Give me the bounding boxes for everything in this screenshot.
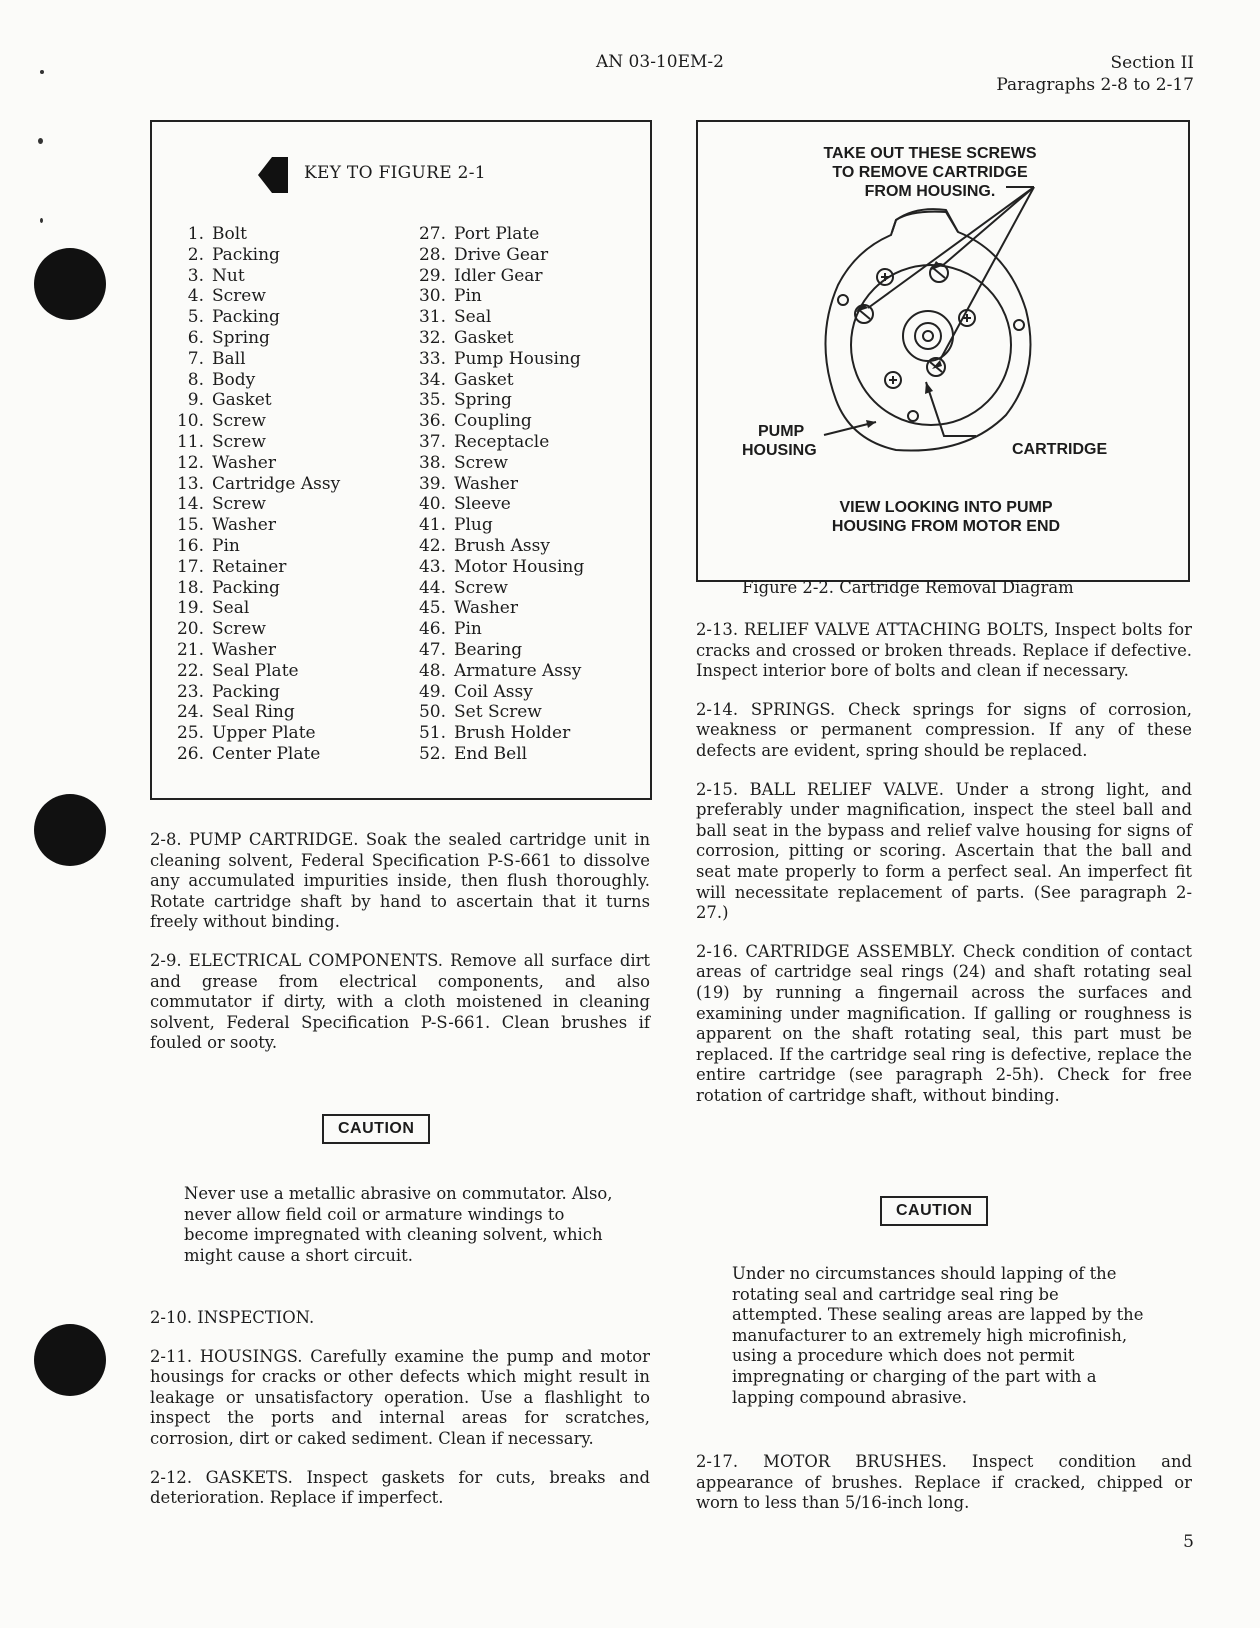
key-item-number: 13. bbox=[176, 473, 204, 494]
left-column-lower bbox=[150, 1308, 650, 1527]
key-item-label: Gasket bbox=[212, 390, 272, 411]
key-item-number: 35. bbox=[418, 390, 446, 411]
key-item bbox=[408, 515, 584, 536]
paragraph-2-11: 2-11. HOUSINGS. Carefully examine the pump and motor housings for cracks or other defects which might result in leakage or unsatisfactory operation. Use a flashlight to inspect the ports and internal areas for scratches, corrosion, dirt or caked sediment. Clean if necessary. bbox=[150, 1346, 650, 1448]
key-item-label: Gasket bbox=[454, 369, 514, 390]
key-item-label: Screw bbox=[212, 619, 266, 640]
key-item-label: Washer bbox=[212, 639, 276, 660]
paragraph-2-9: 2-9. ELECTRICAL COMPONENTS. Remove all surface dirt and grease from electrical components, and also commutator if dirty, with a cloth moistened in cleaning solvent, Federal Specification P-S-661. Clean brushes if fouled or sooty. bbox=[150, 950, 650, 1053]
caution-text-left: Never use a metallic abrasive on commutator. Also, never allow field coil or armature windings to become impregnated with cleaning solvent, which might cause a short circuit. bbox=[184, 1184, 613, 1265]
key-item-number: 51. bbox=[418, 723, 446, 744]
key-item bbox=[408, 349, 584, 370]
key-item-number: 25. bbox=[176, 723, 204, 744]
binder-hole bbox=[34, 248, 106, 320]
key-item-number: 16. bbox=[176, 535, 204, 556]
key-item-number: 15. bbox=[176, 515, 204, 536]
figure-label-line: TO REMOVE CARTRIDGE bbox=[832, 164, 1028, 181]
key-title: KEY TO FIGURE 2-1 bbox=[304, 163, 486, 183]
key-item-label: Pin bbox=[212, 535, 240, 556]
key-item-number: 42. bbox=[418, 535, 446, 556]
key-item-number: 10. bbox=[176, 411, 204, 432]
key-item-label: Brush Assy bbox=[454, 535, 550, 556]
key-item-number: 52. bbox=[418, 743, 446, 764]
key-item bbox=[166, 494, 340, 515]
key-item bbox=[408, 661, 584, 682]
paragraph-2-10: 2-10. INSPECTION. bbox=[150, 1308, 315, 1327]
key-item bbox=[166, 370, 340, 391]
key-item-number: 6. bbox=[187, 327, 204, 348]
key-item-number: 45. bbox=[418, 598, 446, 619]
key-item-number: 26. bbox=[176, 743, 204, 764]
key-item-label: Armature Assy bbox=[454, 660, 582, 681]
key-item-number: 36. bbox=[418, 411, 446, 432]
key-item-label: Spring bbox=[454, 390, 512, 411]
key-item bbox=[166, 474, 340, 495]
key-item bbox=[408, 702, 584, 723]
key-item-label: Idler Gear bbox=[454, 265, 543, 286]
key-item-number: 4. bbox=[187, 286, 204, 307]
key-item-number: 18. bbox=[176, 577, 204, 598]
right-column bbox=[696, 620, 1192, 1124]
key-item bbox=[166, 702, 340, 723]
key-item-number: 40. bbox=[418, 494, 446, 515]
paragraph-2-13: 2-13. RELIEF VALVE ATTACHING BOLTS, Inspect bolts for cracks and crossed or broken threads. Replace if defective. Inspect interior bore of bolts and clean if necessary. bbox=[696, 620, 1192, 681]
left-column bbox=[150, 830, 650, 1072]
speck bbox=[40, 218, 43, 223]
key-item-label: Pin bbox=[454, 619, 482, 640]
caution-label-left: CAUTION bbox=[322, 1114, 430, 1144]
key-item-number: 41. bbox=[418, 515, 446, 536]
key-item-label: Cartridge Assy bbox=[212, 473, 341, 494]
key-item bbox=[166, 390, 340, 411]
key-item bbox=[408, 286, 584, 307]
key-item-label: Ball bbox=[212, 348, 246, 369]
paragraph-2-14: 2-14. SPRINGS. Check springs for signs of corrosion, weakness or permanent compression. If any of these defects are evident, spring should be replaced. bbox=[696, 699, 1192, 760]
key-item bbox=[408, 307, 584, 328]
key-item bbox=[408, 411, 584, 432]
key-item bbox=[166, 557, 340, 578]
key-item bbox=[408, 494, 584, 515]
figure-label-line: HOUSING FROM MOTOR END bbox=[831, 518, 1061, 535]
key-item-number: 9. bbox=[187, 390, 204, 411]
key-item bbox=[408, 432, 584, 453]
key-item-label: Spring bbox=[212, 327, 270, 348]
key-item-number: 32. bbox=[418, 327, 446, 348]
key-item-number: 48. bbox=[418, 660, 446, 681]
key-item bbox=[166, 682, 340, 703]
key-item bbox=[166, 536, 340, 557]
key-item-number: 21. bbox=[176, 639, 204, 660]
key-item-label: Port Plate bbox=[454, 224, 540, 244]
key-item bbox=[408, 245, 584, 266]
key-item bbox=[166, 661, 340, 682]
key-item-label: Screw bbox=[212, 431, 266, 452]
key-item-label: Retainer bbox=[212, 556, 287, 577]
key-item-label: Body bbox=[212, 369, 256, 390]
key-item bbox=[408, 474, 584, 495]
key-item-label: Pump Housing bbox=[454, 348, 581, 369]
figure-label-line: FROM HOUSING. bbox=[864, 183, 996, 200]
figure-label-line: HOUSING bbox=[742, 442, 817, 459]
label-pump-housing bbox=[742, 422, 817, 460]
key-item-label: Coil Assy bbox=[454, 681, 533, 702]
key-item-number: 8. bbox=[187, 369, 204, 390]
key-item-number: 22. bbox=[176, 660, 204, 681]
paragraph-2-12: 2-12. GASKETS. Inspect gaskets for cuts, breaks and deterioration. Replace if imperfect. bbox=[150, 1467, 650, 1508]
key-item-label: Sleeve bbox=[454, 494, 511, 515]
paragraph-2-8: 2-8. PUMP CARTRIDGE. Soak the sealed cartridge unit in cleaning solvent, Federal Specification P-S-661 to dissolve any accumulated impurities inside, then flush thoroughly. Rotate cartridge shaft by hand to ascertain that it turns freely without binding. bbox=[150, 830, 650, 932]
key-item bbox=[408, 536, 584, 557]
key-item bbox=[408, 598, 584, 619]
key-item bbox=[408, 682, 584, 703]
key-item-label: Coupling bbox=[454, 411, 532, 432]
key-item-number: 28. bbox=[418, 244, 446, 265]
key-item bbox=[166, 328, 340, 349]
key-item bbox=[166, 744, 340, 765]
key-item-label: Upper Plate bbox=[212, 723, 316, 744]
caution-label-right: CAUTION bbox=[880, 1196, 988, 1226]
key-item bbox=[408, 390, 584, 411]
caution-text-right: Under no circumstances should lapping of the rotating seal and cartridge seal ring be attempted. These sealing areas are lapped by the manufacturer to an extremely high microfinish, using a procedure which does not permit impregnating or charging of the part with a lapping compound abrasive. bbox=[732, 1264, 1144, 1407]
figure-caption: Figure 2-2. Cartridge Removal Diagram bbox=[742, 578, 1074, 597]
key-item-number: 47. bbox=[418, 639, 446, 660]
paragraph-range: Paragraphs 2-8 to 2-17 bbox=[996, 75, 1194, 95]
key-item-number: 7. bbox=[187, 348, 204, 369]
key-item-label: Packing bbox=[212, 681, 280, 702]
page-number: 5 bbox=[1183, 1532, 1194, 1552]
label-cartridge: CARTRIDGE bbox=[1012, 441, 1108, 458]
key-item-number: 3. bbox=[187, 265, 204, 286]
key-item-label: Nut bbox=[212, 265, 245, 286]
paragraph-2-16: 2-16. CARTRIDGE ASSEMBLY. Check condition of contact areas of cartridge seal rings (24) and shaft rotating seal (19) by running a fingernail across the surfaces and examining under magnification. If galling or roughness is apparent on the shaft rotating seal, this part must be replaced. If the cartridge seal ring is defective, replace the entire cartridge (see paragraph 2-5h). Check for free rotation of cartridge shaft, without binding. bbox=[696, 941, 1192, 1105]
key-item bbox=[166, 349, 340, 370]
key-item-label: Center Plate bbox=[212, 743, 321, 764]
key-item-number: 5. bbox=[187, 307, 204, 328]
key-item-label: Screw bbox=[454, 577, 508, 598]
key-item-label: Washer bbox=[454, 598, 518, 619]
key-item-label: Screw bbox=[212, 494, 266, 515]
key-item-label: Bolt bbox=[212, 224, 247, 244]
figure-label-line: VIEW LOOKING INTO PUMP bbox=[839, 499, 1053, 516]
key-item-number: 37. bbox=[418, 431, 446, 452]
key-item bbox=[166, 411, 340, 432]
key-item-number: 17. bbox=[176, 556, 204, 577]
key-item-label: Seal bbox=[212, 598, 250, 619]
key-item bbox=[408, 578, 584, 599]
right-column-lower bbox=[696, 1452, 1192, 1532]
key-item-number: 38. bbox=[418, 452, 446, 473]
key-item bbox=[408, 453, 584, 474]
key-item bbox=[166, 432, 340, 453]
key-item-number: 23. bbox=[176, 681, 204, 702]
key-item-label: Drive Gear bbox=[454, 244, 549, 265]
key-item bbox=[408, 640, 584, 661]
figure-label-line: PUMP bbox=[758, 423, 805, 440]
key-item bbox=[166, 619, 340, 640]
key-item-label: Packing bbox=[212, 577, 280, 598]
key-list-left bbox=[166, 224, 340, 765]
key-item-label: Washer bbox=[454, 473, 518, 494]
key-item bbox=[166, 598, 340, 619]
key-item-number: 27. bbox=[418, 224, 446, 244]
key-item-number: 49. bbox=[418, 681, 446, 702]
key-item-number: 33. bbox=[418, 348, 446, 369]
key-item bbox=[166, 453, 340, 474]
key-item-number: 50. bbox=[418, 702, 446, 723]
key-item bbox=[408, 266, 584, 287]
key-item-label: Washer bbox=[212, 515, 276, 536]
key-item-number: 30. bbox=[418, 286, 446, 307]
key-item-label: Seal Plate bbox=[212, 660, 299, 681]
key-item-number: 20. bbox=[176, 619, 204, 640]
key-item bbox=[408, 224, 584, 245]
section-header bbox=[996, 52, 1194, 96]
document-number: AN 03-10EM-2 bbox=[596, 52, 724, 72]
key-item-number: 34. bbox=[418, 369, 446, 390]
key-item-number: 46. bbox=[418, 619, 446, 640]
key-item bbox=[408, 370, 584, 391]
key-item bbox=[166, 515, 340, 536]
key-item-number: 29. bbox=[418, 265, 446, 286]
key-item-label: Brush Holder bbox=[454, 723, 571, 744]
key-item-label: Packing bbox=[212, 307, 280, 328]
key-item-label: Screw bbox=[454, 452, 508, 473]
key-item bbox=[166, 245, 340, 266]
key-item-number: 12. bbox=[176, 452, 204, 473]
figure-label-line: TAKE OUT THESE SCREWS bbox=[823, 145, 1037, 162]
key-item-label: Seal Ring bbox=[212, 702, 295, 723]
key-item-number: 43. bbox=[418, 556, 446, 577]
key-item-label: Screw bbox=[212, 286, 266, 307]
speck bbox=[40, 70, 44, 74]
key-item-number: 19. bbox=[176, 598, 204, 619]
key-item-number: 31. bbox=[418, 307, 446, 328]
key-item-number: 14. bbox=[176, 494, 204, 515]
binder-hole bbox=[34, 794, 106, 866]
section-label: Section II bbox=[1110, 53, 1194, 73]
key-item-number: 2. bbox=[187, 244, 204, 265]
key-item bbox=[408, 744, 584, 765]
key-item-number: 11. bbox=[176, 431, 204, 452]
figure-label-bottom bbox=[770, 498, 1122, 536]
key-item bbox=[166, 578, 340, 599]
key-item-label: Receptacle bbox=[454, 431, 550, 452]
key-item-label: Packing bbox=[212, 244, 280, 265]
key-item bbox=[166, 224, 340, 245]
paragraph-2-17: 2-17. MOTOR BRUSHES. Inspect condition and appearance of brushes. Replace if cracked, chipped or worn to less than 5/16-inch long. bbox=[696, 1452, 1192, 1513]
key-item-number: 39. bbox=[418, 473, 446, 494]
key-list-right bbox=[408, 224, 584, 765]
key-item-label: Gasket bbox=[454, 327, 514, 348]
key-item bbox=[408, 619, 584, 640]
key-item-number: 24. bbox=[176, 702, 204, 723]
key-item bbox=[166, 286, 340, 307]
arrow-left-icon bbox=[258, 155, 294, 195]
key-item bbox=[408, 328, 584, 349]
key-item bbox=[166, 640, 340, 661]
key-item-label: Bearing bbox=[454, 639, 523, 660]
key-item bbox=[166, 266, 340, 287]
key-item bbox=[408, 723, 584, 744]
key-item-number: 44. bbox=[418, 577, 446, 598]
key-item bbox=[408, 557, 584, 578]
speck bbox=[38, 138, 43, 144]
key-item-label: Set Screw bbox=[454, 702, 542, 723]
key-item-label: Pin bbox=[454, 286, 482, 307]
key-item bbox=[166, 307, 340, 328]
key-item-label: Seal bbox=[454, 307, 492, 328]
key-item bbox=[166, 723, 340, 744]
key-item-label: Screw bbox=[212, 411, 266, 432]
key-item-label: Washer bbox=[212, 452, 276, 473]
key-item-label: Motor Housing bbox=[454, 556, 585, 577]
key-item-label: End Bell bbox=[454, 743, 528, 764]
binder-hole bbox=[34, 1324, 106, 1396]
paragraph-2-15: 2-15. BALL RELIEF VALVE. Under a strong light, and preferably under magnification, inspect the steel ball and ball seat in the bypass and relief valve housing for signs of corrosion, pitting or scoring. Ascertain that the ball and seat mate properly to form a perfect seal. An imperfect fit will necessitate replacement of parts. (See paragraph 2-27.) bbox=[696, 779, 1192, 923]
key-item-number: 1. bbox=[187, 224, 204, 244]
key-item-label: Plug bbox=[454, 515, 493, 536]
